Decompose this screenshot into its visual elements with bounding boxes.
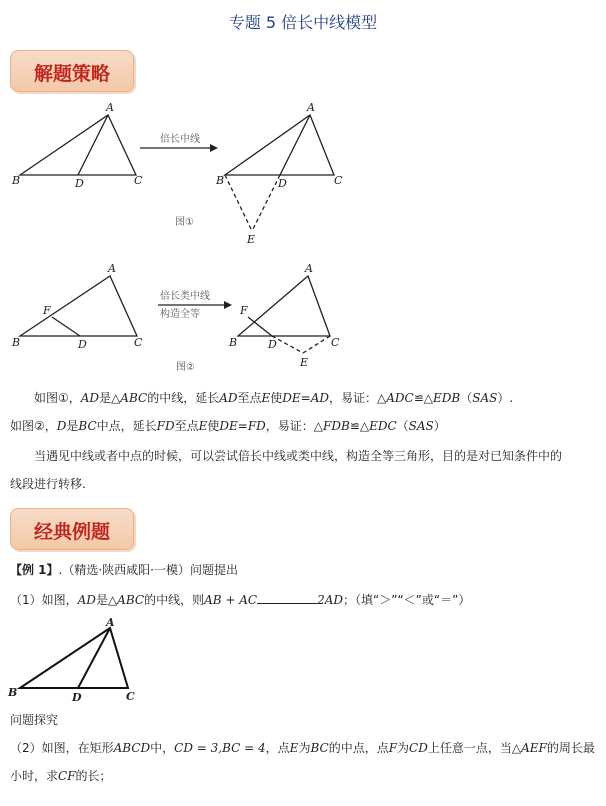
- example-number: 【例 1】: [10, 563, 59, 577]
- fig2-label-b2: B: [229, 336, 238, 349]
- fig2-label-a2: A: [305, 262, 313, 275]
- question-2-line2: 小时，求CF的长；: [10, 769, 112, 783]
- example-label-a: A: [106, 616, 115, 629]
- fig2-label-d2: D: [268, 338, 277, 351]
- fig2-arrow-label-top: 倍长类中线: [160, 291, 210, 302]
- strategy-paragraph-2: 如图②，D是BC中点，延长FD至点E使DE=FD，易证：△FDB≌△EDC（SAS）: [10, 419, 446, 433]
- question-2-line1: （2）如图，在矩形ABCD中，CD = 3,BC = 4，点E为BC的中点，点F为CD上任意一点，当△AEF的周长最: [10, 741, 595, 755]
- example-figure: [0, 612, 160, 704]
- question-1: （1）如图，AD是△ABC的中线，则AB + AC 2AD；（填“＞”“＜”或“＝”）: [10, 593, 471, 607]
- fig1-arrow-label: 倍长中线: [160, 134, 200, 145]
- strategy-paragraph-1: 如图①，AD是△ABC的中线，延长AD至点E使DE=AD，易证：△ADC≌△EDB（SAS）.: [34, 391, 514, 405]
- figure-2: [0, 260, 606, 380]
- fig1-label-b2: B: [216, 174, 225, 187]
- fig1-label-b: B: [12, 174, 21, 187]
- fig2-caption: 图②: [176, 362, 195, 373]
- page-title: 专题 5 倍长中线模型: [228, 13, 378, 32]
- example-header: [10, 560, 596, 580]
- section-banner-examples: [10, 508, 134, 550]
- fig1-label-c: C: [134, 174, 143, 187]
- fig1-label-c2: C: [334, 174, 343, 187]
- answer-blank[interactable]: [257, 591, 317, 604]
- fig2-label-e: E: [300, 356, 309, 369]
- fig1-label-e: E: [247, 233, 256, 246]
- figure-1: [0, 95, 606, 255]
- fig1-label-a2: A: [307, 101, 315, 114]
- example-source: .（精选·陕西咸阳·一模）问题提出: [58, 563, 238, 577]
- strategy-paragraph-3-line2: 线段进行转移.: [10, 477, 86, 491]
- fig2-label-f2: F: [240, 304, 248, 317]
- example-label-b: B: [8, 686, 18, 699]
- example-label-d: D: [72, 691, 82, 704]
- fig2-label-c2: C: [331, 336, 340, 349]
- fig1-caption: 图①: [175, 217, 194, 228]
- fig2-label-a: A: [108, 262, 116, 275]
- fig2-label-d: D: [78, 338, 87, 351]
- strategy-paragraph-3-line1: 当遇见中线或者中点的时候，可以尝试倍长中线或类中线，构造全等三角形，目的是对已知条件中的: [34, 449, 563, 463]
- fig2-arrow-label-bottom: 构造全等: [160, 309, 200, 320]
- fig2-label-c: C: [134, 336, 143, 349]
- fig2-label-b: B: [12, 336, 21, 349]
- fig1-label-a: A: [106, 101, 114, 114]
- fig1-label-d2: D: [278, 177, 287, 190]
- fig1-label-d: D: [75, 177, 84, 190]
- section-banner-strategy: [10, 50, 134, 92]
- example-label-c: C: [126, 690, 135, 703]
- section-title-strategy: 解题策略: [33, 63, 110, 85]
- fig2-label-f: F: [43, 304, 51, 317]
- explore-heading: 问题探究: [10, 713, 59, 727]
- section-title-examples: 经典例题: [33, 521, 110, 543]
